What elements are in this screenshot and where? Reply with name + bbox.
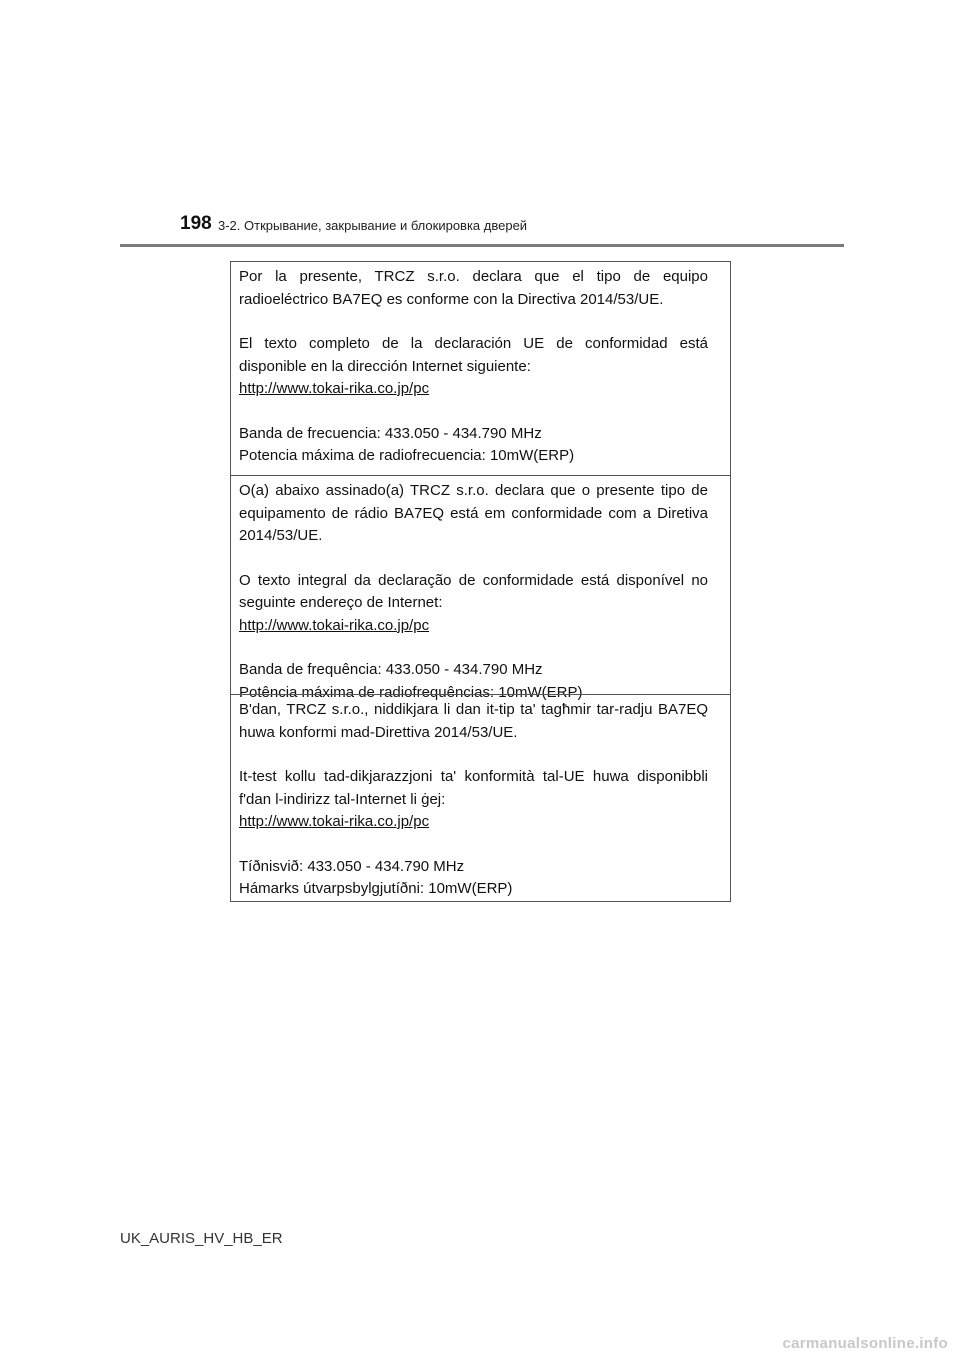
declaration-availability-paragraph xyxy=(239,570,708,638)
declaration-availability: It-test kollu tad-dikjarazzjoni ta' konformità tal-UE huwa disponibbli f'dan l-indirizz tal-Internet li ġej: xyxy=(239,768,708,808)
frequency-band: Tíðnisvið: 433.050 - 434.790 MHz xyxy=(239,857,465,875)
declaration-specs xyxy=(239,423,708,468)
declaration-availability-paragraph xyxy=(239,333,708,401)
declaration-specs xyxy=(239,856,708,901)
declaration-link[interactable]: http://www.tokai-rika.co.jp/pc xyxy=(239,380,430,397)
declaration-block-spanish xyxy=(231,266,730,468)
declaration-statement: B'dan, TRCZ s.r.o., niddikjara li dan it-tip ta' tagħmir tar-radju BA7EQ huwa konformi mad-Direttiva 2014/53/UE. xyxy=(239,701,708,741)
declaration-statement: O(a) abaixo assinado(a) TRCZ s.r.o. declara que o presente tipo de equipamento de rádio BA7EQ está em conformidade com a Diretiva 2014/53/UE. xyxy=(239,482,708,544)
max-power: Hámarks útvarpsbylgjutíðni: 10mW(ERP) xyxy=(239,880,513,897)
document-code: UK_AURIS_HV_HB_ER xyxy=(120,1230,283,1247)
declaration-statement: Por la presente, TRCZ s.r.o. declara que el tipo de equipo radioeléctrico BA7EQ es conforme con la Directiva 2014/53/UE. xyxy=(239,268,708,308)
header-divider xyxy=(120,244,844,247)
declaration-availability: El texto completo de la declaración UE de conformidad está disponible en la dirección Internet siguiente: xyxy=(239,335,708,375)
declaration-link[interactable]: http://www.tokai-rika.co.jp/pc xyxy=(239,813,430,830)
declaration-block-maltese-icelandic xyxy=(231,694,730,901)
max-power: Potencia máxima de radiofrecuencia: 10mW(ERP) xyxy=(239,447,575,464)
section-title: 3-2. Открывание, закрывание и блокировка дверей xyxy=(218,218,528,233)
declaration-availability: O texto integral da declaração de conformidade está disponível no seguinte endereço de Internet: xyxy=(239,571,708,611)
declaration-availability-paragraph xyxy=(239,766,708,834)
page-number: 198 xyxy=(180,213,212,234)
declaration-block-portuguese xyxy=(231,475,730,704)
watermark: carmanualsonline.info xyxy=(782,1335,948,1352)
declaration-link[interactable]: http://www.tokai-rika.co.jp/pc xyxy=(239,616,430,634)
declaration-box xyxy=(230,261,731,902)
frequency-band: Banda de frecuencia: 433.050 - 434.790 MHz xyxy=(239,424,542,442)
max-power: Potência máxima de radiofrequências: 10mW(ERP) xyxy=(239,683,583,701)
frequency-band: Banda de frequência: 433.050 - 434.790 MHz xyxy=(239,661,543,678)
